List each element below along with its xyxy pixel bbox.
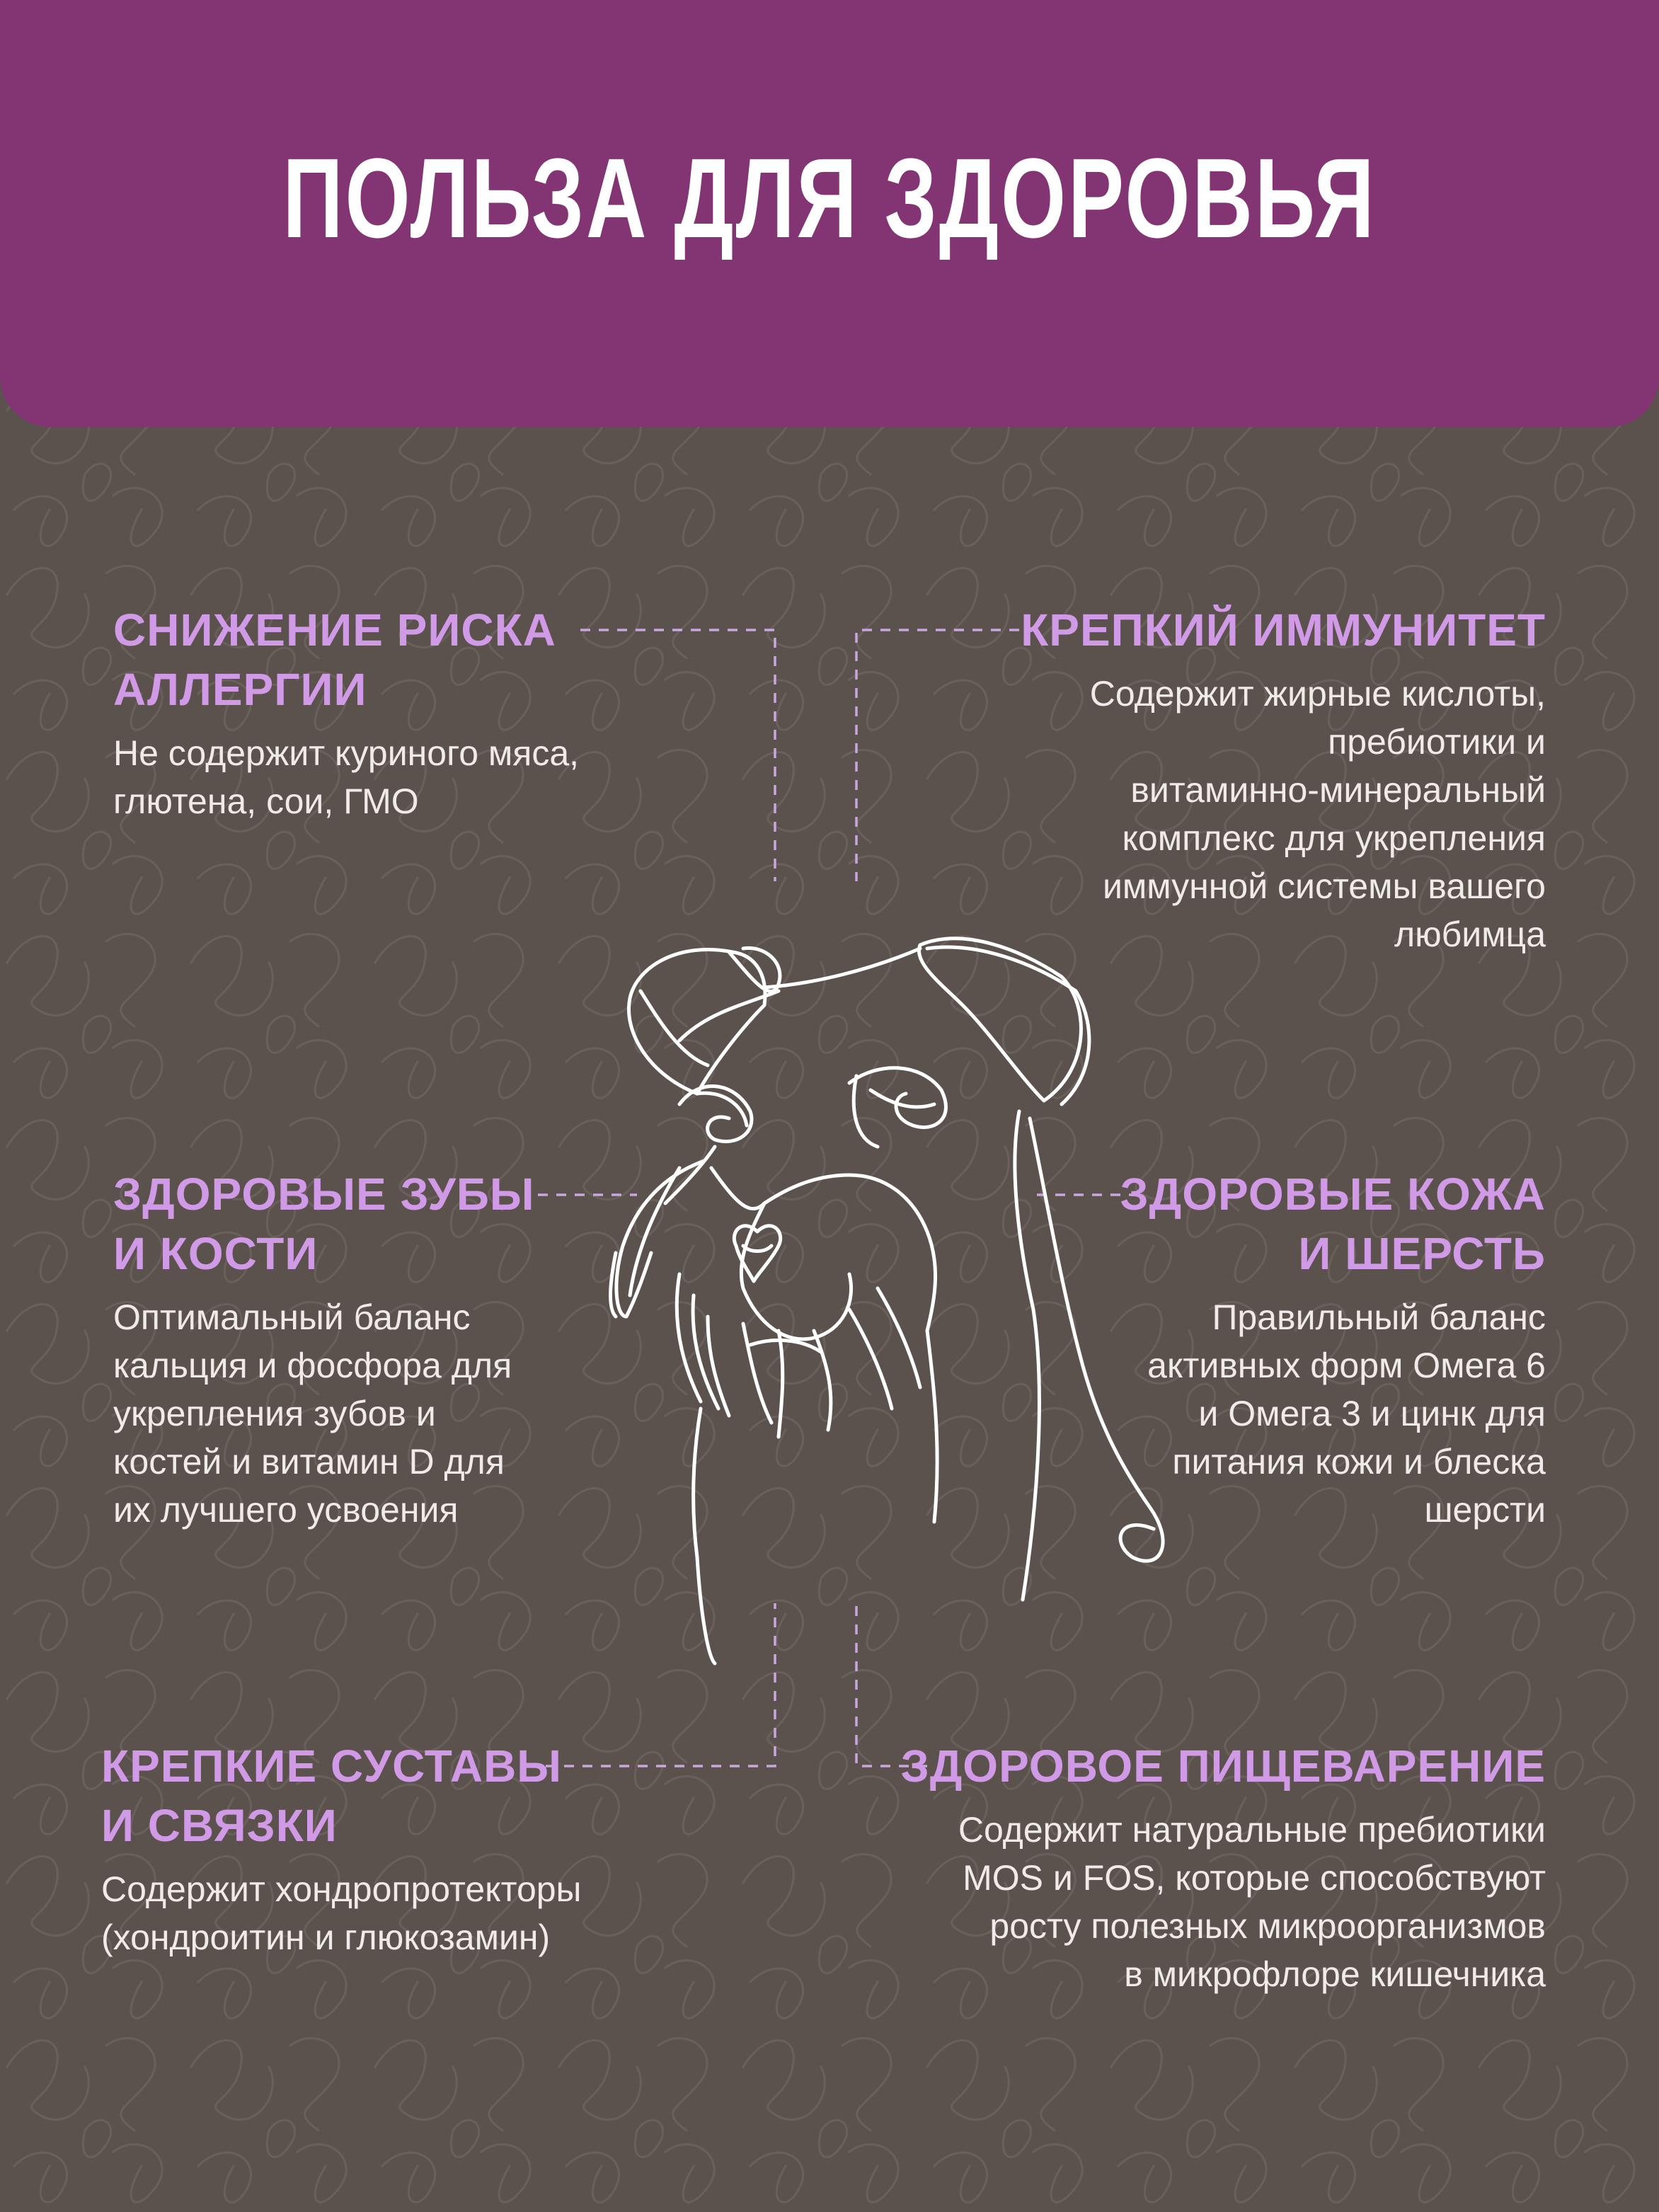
benefit-text: Содержит хондропротекторы (хондроитин и глюкозамин) <box>101 1869 582 1957</box>
benefit-heading: ЗДОРОВОЕ ПИЩЕВАРЕНИЕ <box>900 1741 1546 1792</box>
benefit-heading: КРЕПКИЕ СУСТАВЫ И СВЯЗКИ <box>101 1741 562 1851</box>
benefit-heading: ЗДОРОВЫЕ КОЖА И ШЕРСТЬ <box>1120 1169 1546 1279</box>
benefit-heading: ЗДОРОВЫЕ ЗУБЫ И КОСТИ <box>113 1169 535 1279</box>
benefit-heading: КРЕПКИЙ ИММУНИТЕТ <box>1021 604 1546 655</box>
benefit-text: Содержит натуральные пребиотики MOS и FOS, которые способствуют росту полезных микроорганизмов в микрофлоре кишечника <box>958 1810 1546 1994</box>
benefit-text: Содержит жирные кислоты, пребиотики и витаминно-минеральный комплекс для укрепления иммунной системы вашего любимца <box>1089 674 1546 954</box>
benefit-text: Не содержит куриного мяса, глютена, сои, ГМО <box>113 733 580 821</box>
benefit-allergy <box>113 600 579 825</box>
benefit-text: Оптимальный баланс кальция и фосфора для укрепления зубов и костей и витамин D для их лучшего усвоения <box>113 1297 512 1530</box>
benefit-skin-coat <box>1120 1164 1546 1534</box>
benefit-text: Правильный баланс активных форм Омега 6 и Омега 3 и цинк для питания кожи и блеска шерсти <box>1147 1297 1546 1530</box>
page-title: ПОЛЬЗА ДЛЯ ЗДОРОВЬЯ <box>282 134 1377 261</box>
benefit-heading: СНИЖЕНИЕ РИСКА АЛЛЕРГИИ <box>113 604 556 715</box>
benefit-joints <box>101 1736 582 1961</box>
benefit-digestion <box>901 1736 1546 1998</box>
benefit-immunity <box>1021 600 1546 958</box>
benefit-teeth-bones <box>113 1164 535 1534</box>
